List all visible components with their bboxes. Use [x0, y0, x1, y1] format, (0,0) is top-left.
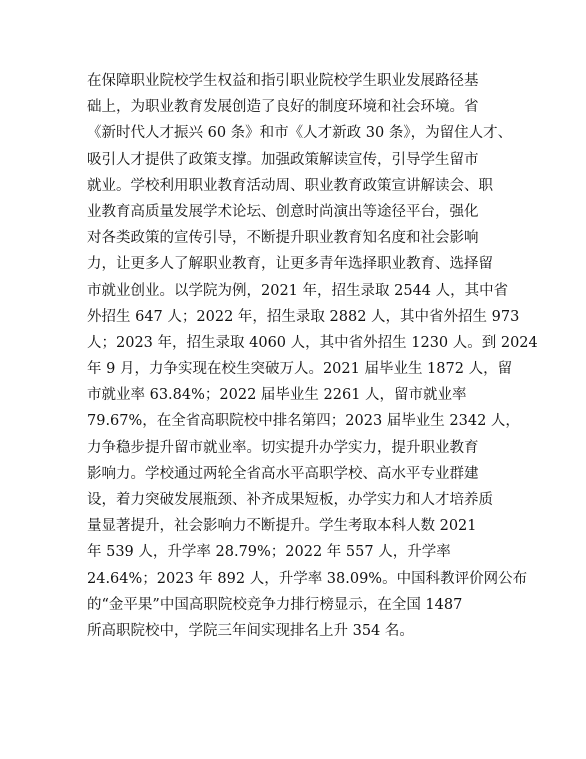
paragraph-line: 79.67%，在全省高职院校中排名第四；2023 届毕业生 2342 人， [87, 413, 520, 430]
paragraph-line: 设，着力突破发展瓶颈、补齐成果短板，办学实力和人才培养质 [87, 492, 493, 508]
paragraph-line: 影响力。学校通过两轮全省高水平高职学校、高水平专业群建 [87, 465, 479, 482]
paragraph-line: 《新时代人才振兴 60 条》和市《人才新政 30 条》，为留住人才、 [87, 125, 513, 142]
paragraph-line: 市就业率 63.84%；2022 届毕业生 2261 人，留市就业率 [87, 387, 467, 404]
paragraph-line: 就业。学校利用职业教育活动周、职业教育政策宣讲解读会、职 [87, 177, 493, 194]
body-paragraph [87, 68, 538, 644]
paragraph-line: 年 539 人，升学率 28.79%；2022 年 557 人，升学率 [87, 544, 451, 561]
paragraph-line: 量显著提升，社会影响力不断提升。学生考取本科人数 2021 [87, 518, 477, 535]
paragraph-line: 力，让更多人了解职业教育，让更多青年选择职业教育、选择留 [87, 256, 493, 273]
paragraph-line: 所高职院校中，学院三年间实现排名上升 354 名。 [87, 622, 414, 639]
paragraph-line: 24.64%；2023 年 892 人，升学率 38.09%。中国科教评价网公布 [87, 570, 528, 587]
paragraph-line: 力争稳步提升留市就业率。切实提升办学实力，提升职业教育 [87, 439, 479, 456]
paragraph-line: 年 9 月，力争实现在校生突破万人。2021 届毕业生 1872 人，留 [87, 361, 513, 378]
paragraph-line: 对各类政策的宣传引导，不断提升职业教育知名度和社会影响 [87, 230, 479, 247]
paragraph-line: 人；2023 年，招生录取 4060 人，其中省外招生 1230 人。到 2024 [87, 334, 538, 351]
paragraph-line: 业教育高质量发展学术论坛、创意时尚演出等途径平台，强化 [87, 203, 479, 220]
paragraph-line: 在保障职业院校学生权益和指引职业院校学生职业发展路径基 [87, 73, 479, 89]
paragraph-line: 的“金平果”中国高职院校竞争力排行榜显示，在全国 1487 [87, 596, 463, 613]
paragraph-line: 吸引人才提供了政策支撑。加强政策解读宣传，引导学生留市 [87, 151, 479, 168]
paragraph-line: 础上，为职业教育发展创造了良好的制度环境和社会环境。省 [87, 99, 479, 116]
paragraph-line: 外招生 647 人；2022 年，招生录取 2882 人，其中省外招生 973 [87, 308, 520, 325]
paragraph-line: 市就业创业。以学院为例，2021 年，招生录取 2544 人，其中省 [87, 282, 509, 299]
